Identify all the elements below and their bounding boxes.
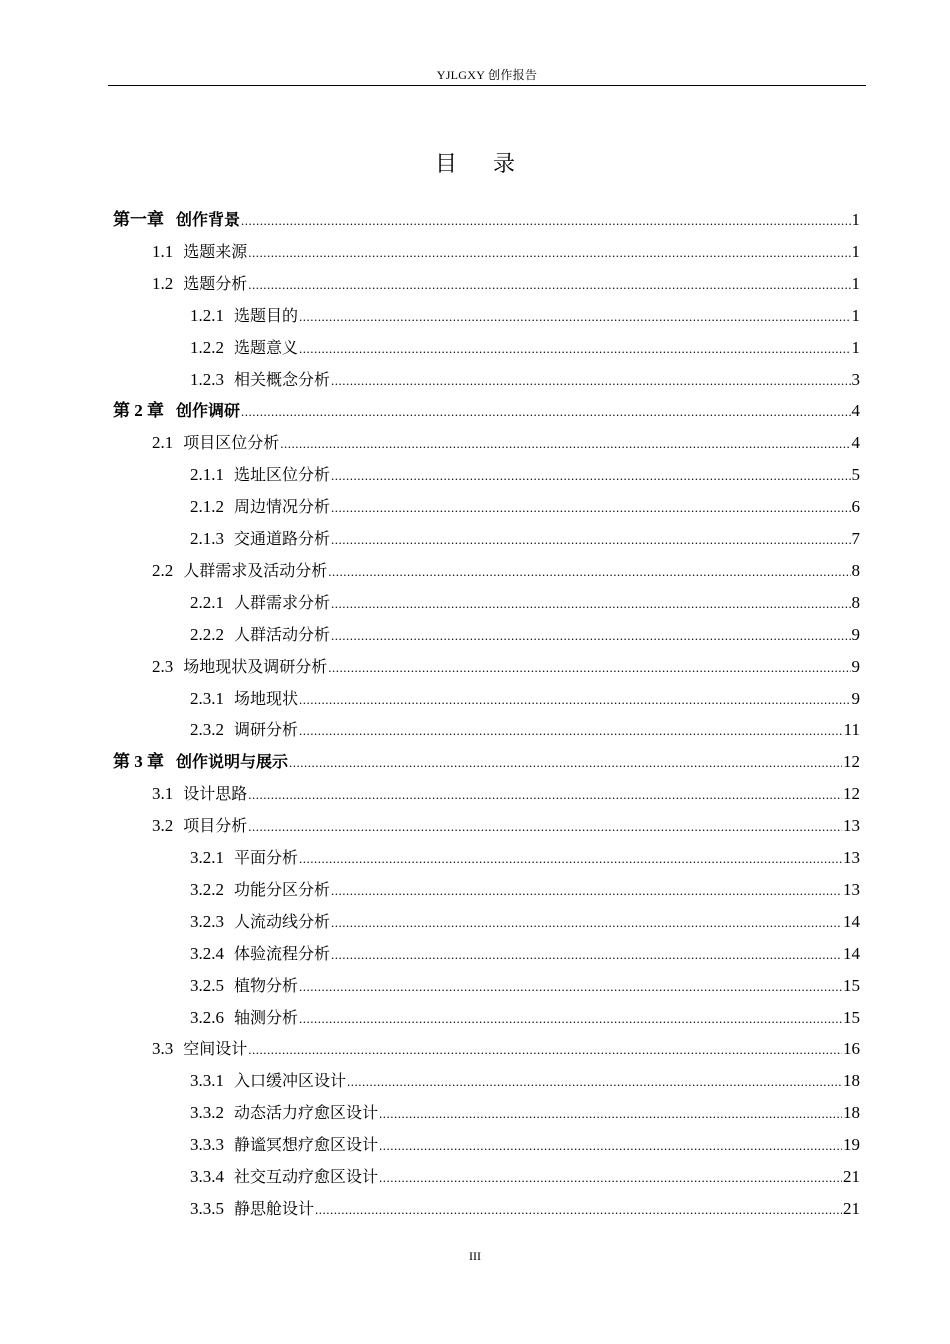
toc-entry[interactable]	[190, 523, 860, 555]
toc-entry-number: 3.3	[152, 1039, 174, 1059]
toc-entry[interactable]	[190, 938, 860, 970]
toc-entry-title: 植物分析	[234, 975, 299, 995]
toc-entry[interactable]	[190, 970, 860, 1002]
toc-entry[interactable]	[113, 395, 860, 427]
toc-entry-title: 项目区位分析	[183, 433, 280, 453]
toc-dot-leader	[248, 779, 842, 811]
toc-entry[interactable]	[152, 555, 860, 587]
toc-entry-page: 13	[843, 879, 860, 899]
toc-entry-title: 相关概念分析	[234, 369, 331, 389]
toc-entry-page: 16	[843, 1039, 860, 1059]
toc-entry-number: 1.1	[152, 241, 174, 261]
toc-dot-leader	[315, 1194, 842, 1226]
toc-entry-title: 选题分析	[183, 273, 248, 293]
toc-entry-number: 3.2.4	[190, 943, 224, 963]
toc-entry-title: 选题来源	[183, 241, 248, 261]
toc-entry[interactable]	[152, 810, 860, 842]
toc-entry-page: 4	[851, 433, 860, 453]
toc-entry-number: 3.3.4	[190, 1167, 224, 1186]
toc-entry[interactable]	[152, 778, 860, 810]
toc-entry[interactable]	[152, 651, 860, 683]
toc-entry-title: 动态活力疗愈区设计	[234, 1103, 379, 1123]
toc-entry-title: 选题意义	[234, 337, 299, 357]
toc-entry-page: 12	[843, 752, 860, 772]
toc-dot-leader	[331, 492, 850, 524]
toc-dot-leader	[299, 301, 850, 333]
toc-entry-title: 创作调研	[176, 401, 241, 421]
toc-entry-title: 人群需求及活动分析	[183, 560, 328, 580]
toc-entry-number: 3.2	[152, 816, 174, 836]
toc-entry-page: 15	[843, 975, 860, 995]
toc-dot-leader	[331, 460, 850, 492]
toc-dot-leader	[289, 747, 842, 779]
toc-dot-leader	[331, 620, 850, 652]
toc-entry-number: 第 2 章	[113, 401, 164, 421]
toc-entry-title: 项目分析	[183, 816, 248, 836]
toc-entry-page: 14	[843, 911, 860, 931]
toc-entry-page: 1	[851, 241, 860, 261]
toc-dot-leader	[299, 971, 842, 1003]
toc-entry-page: 1	[851, 273, 860, 293]
toc-entry-page: 18	[843, 1103, 860, 1123]
toc-entry-page: 9	[851, 656, 860, 676]
toc-entry-number: 3.3.5	[190, 1198, 224, 1218]
toc-entry-title: 人群活动分析	[234, 624, 331, 644]
toc-entry-title: 人群需求分析	[234, 592, 331, 612]
toc-entry-number: 1.2	[152, 273, 174, 293]
toc-dot-leader	[299, 843, 842, 875]
toc-entry-page: 11	[843, 720, 860, 740]
toc-dot-leader	[331, 939, 842, 971]
toc-dot-leader	[299, 715, 843, 747]
toc-entry-title: 轴测分析	[234, 1007, 299, 1027]
toc-entry-number: 2.3.1	[190, 688, 224, 708]
page-number: III	[469, 1249, 481, 1263]
toc-entry-title: 创作背景	[176, 210, 241, 229]
toc-dot-leader	[331, 907, 842, 939]
toc-entry-title: 调研分析	[234, 720, 299, 740]
toc-entry-title: 场地现状及调研分析	[183, 656, 328, 676]
toc-entry-title: 交通道路分析	[234, 529, 331, 548]
toc-dot-leader	[328, 652, 850, 684]
toc-entry-title: 入口缓冲区设计	[234, 1071, 347, 1091]
toc-entry-page: 4	[851, 401, 860, 421]
toc-entry-number: 3.2.6	[190, 1007, 224, 1027]
toc-dot-leader	[331, 588, 850, 620]
toc-dot-leader	[248, 237, 850, 269]
toc-entry-number: 第 3 章	[113, 752, 164, 772]
toc-entry-title: 选题目的	[234, 305, 299, 325]
toc-entry[interactable]	[190, 1161, 860, 1193]
toc-entry-page: 14	[843, 943, 860, 963]
toc-entry-number: 2.2	[152, 560, 174, 580]
toc-dot-leader	[379, 1098, 842, 1130]
toc-entry[interactable]	[152, 236, 860, 268]
toc-dot-leader	[379, 1162, 842, 1194]
toc-entry[interactable]	[152, 427, 860, 459]
toc-dot-leader	[328, 556, 850, 588]
toc-dot-leader	[280, 428, 850, 460]
toc-entry[interactable]	[190, 906, 860, 938]
toc-entry-number: 第一章	[113, 210, 164, 229]
toc-entry-title: 平面分析	[234, 848, 299, 867]
toc-entry[interactable]	[113, 204, 860, 236]
toc-entry-number: 2.3.2	[190, 720, 224, 740]
toc-title	[0, 150, 950, 180]
toc-entry-number: 3.3.1	[190, 1071, 224, 1091]
toc-entry[interactable]	[190, 364, 860, 396]
toc-entry-page: 21	[843, 1198, 860, 1218]
toc-entry-number: 3.3.3	[190, 1135, 224, 1155]
toc-entry-title: 人流动线分析	[234, 911, 331, 931]
toc-entry[interactable]	[190, 1065, 860, 1097]
toc-entry-page: 19	[843, 1135, 860, 1155]
toc-entry[interactable]	[190, 332, 860, 364]
toc-entry[interactable]	[190, 459, 860, 491]
toc-entry-title: 周边情况分析	[234, 497, 331, 517]
toc-entry-title: 设计思路	[183, 784, 248, 804]
toc-dot-leader	[299, 333, 850, 365]
toc-entry-page: 9	[851, 624, 860, 644]
toc-entry-number: 3.2.1	[190, 848, 224, 867]
toc-entry-number: 1.2.3	[190, 369, 224, 389]
toc-entry[interactable]	[190, 491, 860, 523]
toc-entry-title: 空间设计	[183, 1039, 248, 1059]
toc-entry[interactable]	[152, 1033, 860, 1065]
toc-entry-page: 9	[851, 688, 860, 708]
toc-entry[interactable]	[190, 874, 860, 906]
toc-dot-leader	[248, 1034, 842, 1066]
toc-entry-number: 2.1.1	[190, 465, 224, 485]
toc-entry-page: 18	[843, 1071, 860, 1091]
toc-entry-page: 1	[851, 305, 860, 325]
toc-entry-number: 2.2.2	[190, 624, 224, 644]
toc-entry-number: 2.1.3	[190, 529, 224, 548]
toc-entry-title: 创作说明与展示	[176, 752, 289, 772]
toc-entry-number: 1.2.1	[190, 305, 224, 325]
toc-entry[interactable]	[190, 300, 860, 332]
toc-dot-leader	[331, 524, 850, 556]
toc-entry-number: 3.1	[152, 784, 174, 804]
toc-entry-title: 体验流程分析	[234, 943, 331, 963]
toc-entry-number: 1.2.2	[190, 337, 224, 357]
toc-entry-page: 7	[851, 529, 860, 548]
toc-entry-page: 13	[843, 816, 860, 836]
toc-entry-number: 3.2.2	[190, 879, 224, 899]
toc-entry-page: 6	[851, 497, 860, 517]
toc-entry[interactable]	[190, 1193, 860, 1225]
toc-entry-page: 5	[851, 465, 860, 485]
toc-entry-number: 2.2.1	[190, 592, 224, 612]
toc-entry-title: 选址区位分析	[234, 465, 331, 485]
toc-entry-number: 2.3	[152, 656, 174, 676]
toc-dot-leader	[299, 684, 850, 716]
toc-entry[interactable]	[190, 587, 860, 619]
toc-entry-title: 功能分区分析	[234, 879, 331, 899]
toc-dot-leader	[241, 396, 850, 428]
toc-entry-title: 静思舱设计	[234, 1198, 315, 1218]
page-header: YJLGXY 创作报告	[108, 66, 866, 86]
toc-entry-page: 13	[843, 848, 860, 867]
toc-entry[interactable]	[190, 1097, 860, 1129]
toc-dot-leader	[331, 365, 850, 397]
toc-entry-number: 3.3.2	[190, 1103, 224, 1123]
toc-entry[interactable]	[152, 268, 860, 300]
toc-dot-leader	[379, 1130, 842, 1162]
toc-entry-page: 1	[851, 210, 860, 229]
toc-entry-page: 3	[851, 369, 860, 389]
toc-entry[interactable]	[190, 714, 860, 746]
toc-entry-number: 3.2.5	[190, 975, 224, 995]
toc-entry-page: 8	[851, 560, 860, 580]
toc-entry-page: 8	[851, 592, 860, 612]
toc-entry[interactable]	[190, 842, 860, 874]
toc-title-left: 目	[434, 152, 457, 177]
toc-dot-leader	[331, 875, 842, 907]
toc-entry[interactable]	[190, 1002, 860, 1034]
toc-dot-leader	[248, 811, 842, 843]
toc-entry-number: 2.1	[152, 433, 174, 453]
toc-entry[interactable]	[190, 1129, 860, 1161]
toc-entry-page: 12	[843, 784, 860, 804]
toc-entry-title: 场地现状	[234, 688, 299, 708]
toc-dot-leader	[248, 269, 850, 301]
toc-entry-page: 1	[851, 337, 860, 357]
toc-dot-leader	[241, 205, 850, 237]
toc-entry-number: 2.1.2	[190, 497, 224, 517]
toc-entry-title: 静谧冥想疗愈区设计	[234, 1135, 379, 1155]
toc-entry-page: 21	[843, 1167, 860, 1186]
toc-entry[interactable]	[190, 683, 860, 715]
toc-entry-title: 社交互动疗愈区设计	[234, 1167, 379, 1186]
toc-entry-number: 3.2.3	[190, 911, 224, 931]
toc-entry[interactable]	[113, 746, 860, 778]
toc-title-right: 录	[493, 152, 516, 177]
toc-dot-leader	[299, 1003, 842, 1035]
toc-entry-page: 15	[843, 1007, 860, 1027]
toc-entry[interactable]	[190, 619, 860, 651]
toc-dot-leader	[347, 1066, 842, 1098]
